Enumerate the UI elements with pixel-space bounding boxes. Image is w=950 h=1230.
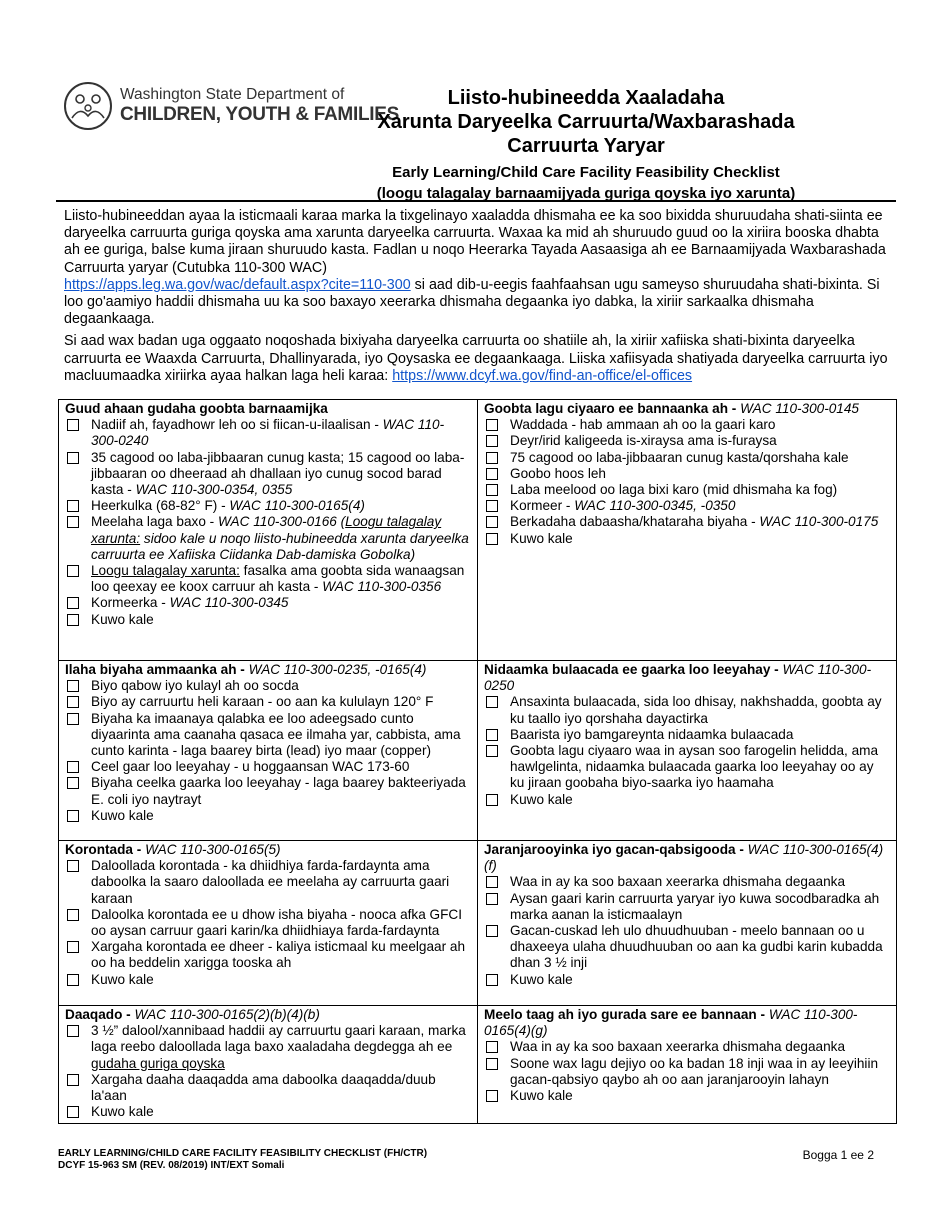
- heading-text: Jaranjarooyinka iyo gacan-qabsigooda -: [484, 842, 748, 857]
- heading-citation: WAC 110-300-0235, -0165(4): [248, 662, 427, 677]
- heading-text: Goobta lagu ciyaaro ee bannaanka ah -: [484, 401, 741, 416]
- intro-text: [64, 208, 894, 390]
- checklist-item: [484, 417, 890, 433]
- item-text: Ceel gaar loo leeyahay - u hoggaansan WAC 173-60: [91, 759, 410, 775]
- checklist-item: [484, 1039, 890, 1055]
- checklist-table: [58, 399, 897, 1124]
- checklist-item: [65, 1104, 471, 1120]
- dcyf-logo: [64, 80, 399, 136]
- checklist-item: [484, 792, 890, 808]
- item-citation: WAC 110-300-0240: [91, 417, 445, 449]
- heading-citation: WAC 110-300-0250: [484, 662, 872, 694]
- item-text: Ansaxinta bulaacada, sida loo dhisay, nakhshadda, goobta ay ku taallo iyo qorshaha dayactirka: [510, 694, 882, 726]
- item-text: Baarista iyo bamgareynta nidaamka bulaacada: [510, 726, 794, 742]
- checkbox[interactable]: [486, 484, 498, 496]
- checkbox[interactable]: [67, 810, 79, 822]
- item-citation: WAC 110-300-0175: [759, 514, 879, 530]
- item-text: Berkadaha dabaasha/khataraha biyaha -: [510, 514, 760, 530]
- intro-p2-text: Si aad wax badan uga oggaato noqoshada bixiyaha daryeelka carruurta oo shatiile ah, la xiriir xafiiska shati-bixinta daryeelka carruurta ee Waaxda Carruurta, Dhallinyarada, iyo Qoysaska ee degaankaaga. Liiska xafiisyada shatiyada daryeelka carruurta iyo macluumaadka xiriirka ayaa halkan laga heli karaa:: [64, 333, 888, 384]
- item-text: 3 ½” dalool/xannibaad haddii ay carruurtu gaari karaan, marka laga reebo daloollada laga baxo xaaladaha degdegga ah ee: [91, 1023, 466, 1055]
- item-text: Meelaha laga baxo -: [91, 514, 218, 530]
- item-citation: WAC 110-300-0345: [169, 595, 289, 611]
- family-logo-icon: [64, 82, 112, 130]
- checkbox[interactable]: [486, 516, 498, 528]
- checklist-item: [65, 939, 471, 971]
- item-text: Goobo hoos leh: [510, 465, 606, 481]
- checklist-item: [65, 1072, 471, 1104]
- checklist-item: [484, 891, 890, 923]
- checkbox[interactable]: [486, 1090, 498, 1102]
- checkbox[interactable]: [67, 713, 79, 725]
- checklist-item: [65, 595, 471, 611]
- item-citation: WAC 110-300-0165(4): [229, 498, 365, 514]
- checklist-item: [484, 694, 890, 726]
- item-citation: WAC 110-300-0356: [322, 579, 442, 595]
- checklist-item: [484, 482, 890, 498]
- checkbox[interactable]: [67, 680, 79, 692]
- checkbox[interactable]: [67, 761, 79, 773]
- item-citation: WAC 110-300-0354, 0355: [135, 482, 293, 498]
- checklist-item: [484, 466, 890, 482]
- item-text-end: sidoo kale u noqo liisto-hubineedda xarunta daryeelka carruurta ee Xafiiska Ciidanka Dab-damiska Gobolka): [91, 530, 469, 562]
- section-goobta: [478, 400, 897, 661]
- checkbox[interactable]: [486, 468, 498, 480]
- checkbox[interactable]: [486, 794, 498, 806]
- checkbox[interactable]: [486, 533, 498, 545]
- checklist-item: [65, 907, 471, 939]
- item-text: Kuwo kale: [91, 611, 154, 627]
- page-title-line3: Carruurta Yaryar: [507, 135, 665, 157]
- section-heading: [65, 662, 471, 678]
- footer: [58, 1148, 888, 1172]
- checklist-item: [65, 972, 471, 988]
- section-heading: [484, 662, 890, 694]
- item-text: Xargaha korontada ee dheer - kaliya isticmaal ku meelgaar ah oo ha beddelin xarigga tooska ah: [91, 939, 466, 971]
- checklist-item: [65, 417, 471, 449]
- checklist-item: [484, 1056, 890, 1088]
- checklist-item: [65, 775, 471, 807]
- section-heading: Guud ahaan gudaha goobta barnaamijka: [65, 401, 328, 416]
- item-text: Kuwo kale: [510, 530, 573, 546]
- checkbox[interactable]: [67, 1106, 79, 1118]
- title-block: [376, 86, 796, 204]
- checkbox[interactable]: [67, 941, 79, 953]
- heading-citation: WAC 110-300-0165(2)(b)(4)(b): [134, 1007, 320, 1022]
- checklist-item: [484, 433, 890, 449]
- item-text: Biyo ay carruurtu heli karaan - oo aan ka kululayn 120° F: [91, 694, 434, 710]
- checkbox[interactable]: [67, 452, 79, 464]
- checkbox[interactable]: [67, 419, 79, 431]
- item-text: Xargaha daaha daaqadda ama daboolka daaqadda/duub la'aan: [91, 1071, 436, 1104]
- checkbox[interactable]: [486, 500, 498, 512]
- item-text: Daloollada korontada - ka dhiidhiya farda-fardaynta ama daboolka la saaro daloollada ee meelaha ay carruurta gaari karaan: [91, 858, 450, 906]
- section-nidaamka: [478, 661, 897, 841]
- heading-text: Meelo taag ah iyo gurada sare ee bannaan -: [484, 1007, 769, 1022]
- footer-form-number: DCYF 15-963 SM (REV. 08/2019) INT/EXT Somali: [58, 1160, 285, 1171]
- item-text: Biyo qabow iyo kulayl ah oo socda: [91, 678, 299, 694]
- checklist-item: [484, 923, 890, 972]
- checklist-item: [65, 808, 471, 824]
- item-text: Deyr/irid kaligeeda is-xiraysa ama is-furaysa: [510, 433, 777, 449]
- checkbox[interactable]: [486, 1058, 498, 1070]
- section-heading: [65, 1007, 471, 1023]
- intro-paragraph-2: [64, 333, 894, 385]
- section-jaranjar: [478, 841, 897, 1006]
- checklist-item: [484, 450, 890, 466]
- checklist-item: [65, 759, 471, 775]
- item-text: Gacan-cuskad leh ulo dhuudhuuban - meelo bannaan oo u dhaxeeya ulaha dhuudhuuban oo aan ka gudbi karin kubadda dhan 3 ½ inji: [510, 923, 883, 971]
- item-underlined: Loogu talagalay xarunta:: [91, 514, 442, 546]
- checkbox[interactable]: [67, 696, 79, 708]
- item-text: Waa in ay ka soo baxaan xeerarka dhismaha degaanka: [510, 1039, 846, 1055]
- checkbox[interactable]: [486, 696, 498, 708]
- intro-p1-text: Liisto-hubineeddan ayaa la isticmaali karaa marka la tixgelinayo xaaladda dhismaha ee ka soo bixidda shuruudaha shati-siinta ee daryeelka carruurta guriga qoyska ama xarunta daryeelka carruurta. Waxaa ka mid ah shuruudo guud oo la xiriira booska dhabta ah ee guriga, balse kuma jiraan shuruudo kasta. Fadlan u noqo Heerarka Tayada Aasaasiga ah ee Barnaamijyada Waxbarashada Carruurta yaryar (Cutubka 110-300 WAC): [64, 208, 886, 276]
- heading-text: Daaqado -: [65, 1007, 135, 1022]
- item-text: Kuwo kale: [510, 971, 573, 987]
- heading-text: Nidaamka bulaacada ee gaarka loo leeyahay -: [484, 662, 783, 677]
- section-heading: [484, 842, 890, 874]
- item-text: Kuwo kale: [510, 1088, 573, 1104]
- checklist-item: [65, 498, 471, 514]
- heading-citation: WAC 110-300-0165(4)(f): [484, 842, 884, 874]
- subtitle-line1: Early Learning/Child Care Facility Feasibility Checklist: [392, 164, 780, 181]
- section-heading: [65, 842, 471, 858]
- item-text: Daloolka korontada ee u dhow isha biyaha - nooca afka GFCI oo aysan carruur gaari karin/ka dhiidhiaya farda-fardaynta: [91, 906, 463, 939]
- heading-citation: WAC 110-300-0165(4)(g): [484, 1007, 858, 1039]
- item-text: Goobta lagu ciyaaro waa in aysan soo farogelin helidda, ama hawlgelinta, nidaamka bulaacada gaarka loo leeyahay oo ay ku jiraan goobaha biyo-saarka iyo haamaha: [510, 743, 879, 791]
- section-heading: [484, 1007, 890, 1039]
- section-daaqado: [59, 1006, 478, 1124]
- checklist-item: [484, 727, 890, 743]
- checklist-item: [484, 972, 890, 988]
- item-text: Kuwo kale: [91, 1104, 154, 1120]
- checkbox[interactable]: [486, 893, 498, 905]
- item-text: Kormeerka -: [91, 595, 170, 611]
- item-text: 75 cagood oo laba-jibbaaran cunug kasta/qorshaha kale: [510, 449, 849, 465]
- checkbox[interactable]: [67, 597, 79, 609]
- item-text: fasalka ama goobta sida wanaagsan loo qeexay ee koox carruur ah kasta -: [91, 563, 465, 595]
- checkbox[interactable]: [67, 777, 79, 789]
- heading-citation: WAC 110-300-0145: [740, 401, 859, 416]
- footer-form-title: EARLY LEARNING/CHILD CARE FACILITY FEASIBILITY CHECKLIST (FH/CTR): [58, 1148, 428, 1159]
- item-text: Heerkulka (68-82° F) -: [91, 498, 230, 514]
- intro-p1-text-end: si aad dib-u-eegis faahfaahsan ugu sameyso shuruudaha shati-bixinta. Si loo go'aamiyo haddii dhismaha uu ka soo baxayo xeerarka dhismaha degaanka iyo dabka, la xiriir sarkaalka dhismaha degaankaaga.: [64, 276, 880, 328]
- checkbox[interactable]: [67, 565, 79, 577]
- checkbox[interactable]: [486, 925, 498, 937]
- section-ilaha: [59, 661, 478, 841]
- checklist-item: [484, 1088, 890, 1104]
- checklist-item: [65, 563, 471, 595]
- checklist-item: [484, 498, 890, 514]
- item-text: Waddada - hab ammaan ah oo la gaari karo: [510, 417, 776, 433]
- checkbox[interactable]: [486, 745, 498, 757]
- checkbox[interactable]: [67, 974, 79, 986]
- checkbox[interactable]: [67, 860, 79, 872]
- item-text: Waa in ay ka soo baxaan xeerarka dhismaha degaanka: [510, 874, 846, 890]
- checkbox[interactable]: [67, 909, 79, 921]
- item-text: 35 cagood oo laba-jibbaaran cunug kasta; 15 cagood oo laba-jibbaaran oo dheeraad ah dhallaan iyo cunug socod barad kasta -: [91, 449, 465, 498]
- item-text: Kormeer -: [510, 498, 575, 514]
- checklist-item: [65, 1023, 471, 1072]
- intro-paragraph-1: [64, 208, 894, 328]
- item-text: Biyaha ka imaanaya qalabka ee loo adeegsado cunto diyaarinta ama caanaha qasaca ee ilmaha yar, cabbista, ama cunto karinta - laga baarey birta (lead) iyo maar (copper): [91, 710, 461, 759]
- checkbox[interactable]: [67, 516, 79, 528]
- offices-link[interactable]: https://www.dcyf.wa.gov/find-an-office/el-offices: [392, 367, 693, 384]
- checkbox[interactable]: [67, 614, 79, 626]
- item-text: Nadiif ah, fayadhowr leh oo si fiican-u-ilaalisan -: [91, 417, 383, 433]
- item-citation: WAC 110-300-0166 (: [217, 514, 346, 530]
- item-text: Kuwo kale: [91, 971, 154, 987]
- family-figures-icon: [66, 84, 110, 128]
- section-korontada: [59, 841, 478, 1006]
- checkbox[interactable]: [486, 435, 498, 447]
- item-text: Kuwo kale: [510, 791, 573, 807]
- page-title-line1: Liisto-hubineedda Xaaladaha: [447, 87, 725, 109]
- item-underlined: Loogu talagalay xarunta:: [91, 563, 240, 579]
- checkbox[interactable]: [67, 500, 79, 512]
- heading-text: Korontada -: [65, 842, 146, 857]
- checkbox[interactable]: [486, 1041, 498, 1053]
- section-meelo: [478, 1006, 897, 1124]
- section-guud: [59, 400, 478, 661]
- checklist-item: [484, 531, 890, 547]
- heading-text: Ilaha biyaha ammaanka ah -: [65, 662, 249, 677]
- checklist-item: [484, 874, 890, 890]
- section-heading: [484, 401, 890, 417]
- logo-agency-text: CHILDREN, YOUTH & FAMILIES: [120, 104, 399, 125]
- wac-link[interactable]: https://apps.leg.wa.gov/wac/default.aspx?cite=110-300: [64, 276, 411, 293]
- checkbox[interactable]: [67, 1074, 79, 1086]
- item-text: Kuwo kale: [91, 807, 154, 823]
- page-number: Bogga 1 ee 2: [802, 1148, 874, 1162]
- checkbox[interactable]: [486, 974, 498, 986]
- checkbox[interactable]: [486, 419, 498, 431]
- item-underlined: gudaha guriga qoyska: [91, 1055, 225, 1071]
- checklist-item: [65, 514, 471, 563]
- heading-citation: WAC 110-300-0165(5): [145, 842, 281, 857]
- header: [56, 0, 896, 202]
- checklist-item: [65, 858, 471, 907]
- checklist-item: [65, 711, 471, 760]
- checklist-item: [65, 612, 471, 628]
- item-text: Laba meelood oo laga bixi karo (mid dhismaha ka fog): [510, 482, 838, 498]
- item-citation: WAC 110-300-0345, -0350: [574, 498, 736, 514]
- checklist-item: [65, 450, 471, 499]
- page-title-line2: Xarunta Daryeelka Carruurta/Waxbarashada: [377, 111, 795, 133]
- logo-department-text: Washington State Department of: [120, 86, 345, 103]
- header-divider: [56, 200, 896, 202]
- item-text: Aysan gaari karin carruurta yaryar iyo kuwa socodbaradka ah marka aanan la isticmaalayn: [510, 890, 880, 922]
- item-text: Soone wax lagu dejiyo oo ka badan 18 inji waa in ay leeyihiin gacan-qabsiyo qaybo ah oo aan jaranjarooyin lahayn: [510, 1055, 879, 1087]
- checkbox[interactable]: [486, 729, 498, 741]
- subtitle-line2: (loogu talagalay barnaamijyada guriga qoyska iyo xarunta): [376, 185, 796, 202]
- checklist-item: [484, 514, 890, 530]
- document-page: [56, 0, 896, 1171]
- checkbox[interactable]: [67, 1025, 79, 1037]
- checklist-item: [65, 678, 471, 694]
- checklist-item: [484, 743, 890, 792]
- checklist-item: [65, 694, 471, 710]
- item-text: Biyaha ceelka gaarka loo leeyahay - laga baarey bakteeriyada E. coli iyo naytrayt: [91, 775, 466, 807]
- checkbox[interactable]: [486, 876, 498, 888]
- checkbox[interactable]: [486, 452, 498, 464]
